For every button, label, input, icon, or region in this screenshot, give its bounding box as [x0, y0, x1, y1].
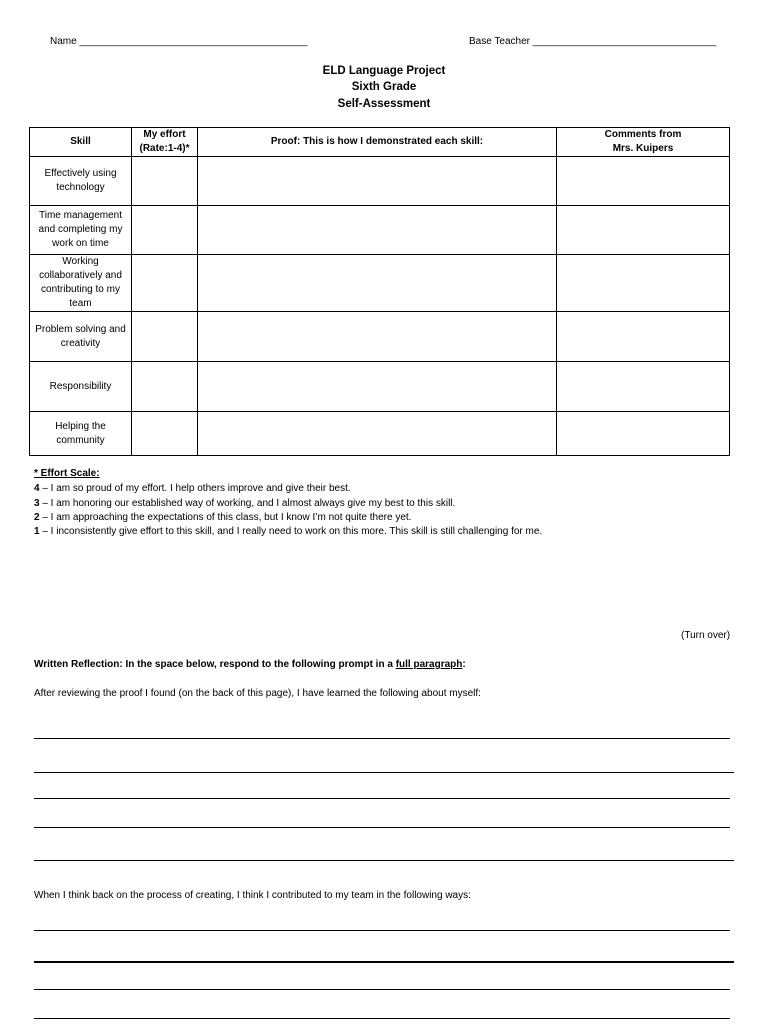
- effort-scale-number: 4: [34, 483, 40, 494]
- table-header-row: [30, 128, 730, 157]
- comments-cell[interactable]: [557, 412, 730, 456]
- skill-cell: Responsibility: [30, 362, 132, 412]
- skill-cell: Helping the community: [30, 412, 132, 456]
- proof-cell[interactable]: [198, 255, 557, 312]
- answer-line[interactable]: [34, 860, 734, 861]
- reflection-prompt-start: Written Reflection: In the space below, respond to the following prompt in a: [34, 659, 396, 670]
- comments-cell[interactable]: [557, 362, 730, 412]
- document-subtitle-grade: Sixth Grade: [351, 81, 417, 93]
- turn-over-note: (Turn over): [681, 630, 731, 641]
- answer-line[interactable]: [34, 827, 730, 828]
- proof-cell[interactable]: [198, 362, 557, 412]
- table-row: [30, 412, 730, 456]
- skill-cell: Time management and completing my work on time: [30, 206, 132, 255]
- header-effort-line2: (Rate:1-4)*: [139, 143, 190, 154]
- table-row: [30, 312, 730, 362]
- effort-scale-text: – I inconsistently give effort to this skill, and I really need to work on this more. This skill is still challenging for me.: [39, 526, 543, 537]
- header-comments-line2: Mrs. Kuipers: [612, 143, 674, 154]
- header-skill: Skill: [30, 128, 132, 157]
- skill-cell: Effectively using technology: [30, 157, 132, 206]
- document-title: ELD Language Project: [322, 65, 446, 77]
- effort-scale-item: [34, 483, 351, 494]
- proof-cell[interactable]: [198, 206, 557, 255]
- comments-cell[interactable]: [557, 206, 730, 255]
- effort-cell[interactable]: [132, 255, 198, 312]
- proof-cell[interactable]: [198, 312, 557, 362]
- table-row: [30, 255, 730, 312]
- effort-scale-number: 2: [34, 512, 40, 523]
- header-proof: Proof: This is how I demonstrated each skill:: [198, 128, 557, 157]
- reflection-question-2: When I think back on the process of creating, I think I contributed to my team in the following ways:: [34, 890, 471, 901]
- header-comments-line1: Comments from: [604, 129, 682, 140]
- skill-cell: Working collaboratively and contributing to my team: [30, 255, 132, 312]
- effort-cell[interactable]: [132, 157, 198, 206]
- proof-cell[interactable]: [198, 412, 557, 456]
- base-teacher-field-label: Base Teacher _________________________________: [469, 36, 717, 47]
- effort-cell[interactable]: [132, 312, 198, 362]
- answer-line[interactable]: [34, 798, 730, 799]
- answer-line[interactable]: [34, 738, 730, 739]
- reflection-question-1: After reviewing the proof I found (on the back of this page), I have learned the following about myself:: [34, 688, 481, 699]
- effort-scale-text: – I am honoring our established way of working, and I almost always give my best to this skill.: [39, 498, 456, 509]
- skill-cell: Problem solving and creativity: [30, 312, 132, 362]
- effort-scale-heading: * Effort Scale:: [34, 468, 100, 479]
- reflection-prompt-end: :: [462, 659, 466, 670]
- header-effort: [132, 128, 198, 157]
- effort-scale-item: [34, 512, 411, 523]
- reflection-prompt-emphasis: full paragraph: [395, 659, 463, 670]
- table-row: [30, 362, 730, 412]
- table-row: [30, 206, 730, 255]
- answer-line[interactable]: [34, 989, 730, 990]
- answer-line[interactable]: [34, 772, 734, 773]
- table-row: [30, 157, 730, 206]
- comments-cell[interactable]: [557, 255, 730, 312]
- document-subtitle-assessment: Self-Assessment: [337, 98, 431, 110]
- self-assessment-table: [29, 127, 730, 456]
- effort-cell[interactable]: [132, 206, 198, 255]
- effort-scale-item: [34, 498, 455, 509]
- header-comments: [557, 128, 730, 157]
- header-effort-line1: My effort: [143, 129, 186, 140]
- answer-line[interactable]: [34, 1018, 730, 1019]
- answer-line[interactable]: [34, 961, 734, 963]
- reflection-prompt: [34, 659, 466, 670]
- effort-scale-text: – I am approaching the expectations of this class, but I know I’m not quite there yet.: [39, 512, 412, 523]
- effort-scale-item: [34, 526, 542, 537]
- proof-cell[interactable]: [198, 157, 557, 206]
- effort-scale-number: 1: [34, 526, 40, 537]
- answer-line[interactable]: [34, 930, 730, 931]
- comments-cell[interactable]: [557, 157, 730, 206]
- effort-scale-text: – I am so proud of my effort. I help others improve and give their best.: [39, 483, 351, 494]
- name-field-label: Name _________________________________________: [50, 36, 308, 47]
- effort-scale-number: 3: [34, 498, 40, 509]
- comments-cell[interactable]: [557, 312, 730, 362]
- effort-cell[interactable]: [132, 412, 198, 456]
- effort-cell[interactable]: [132, 362, 198, 412]
